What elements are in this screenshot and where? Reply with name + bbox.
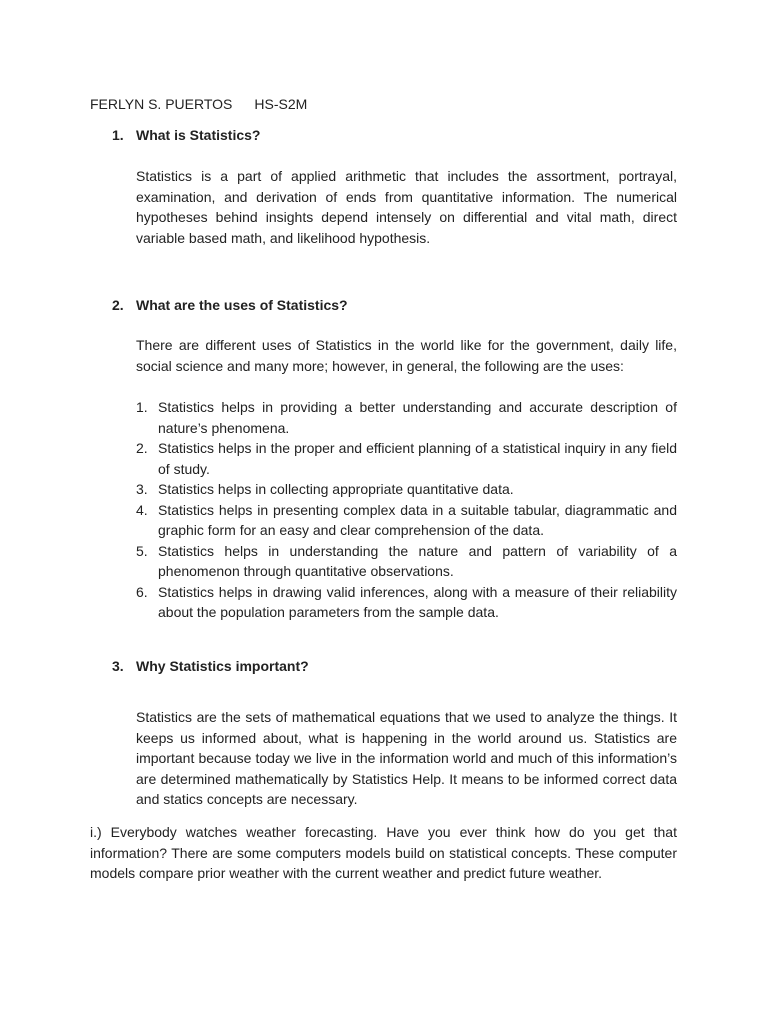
list-item-text: Statistics helps in presenting complex data in a suitable tabular, diagrammatic and graphic form for an easy and clear comprehension of the data.: [158, 501, 677, 538]
section-3-heading: [112, 656, 309, 676]
list-item: [136, 438, 677, 479]
list-item-text: Statistics helps in drawing valid inferences, along with a measure of their reliability about the population parameters from the sample data.: [158, 583, 677, 620]
list-item-number: 4.: [136, 501, 148, 518]
uses-list: [136, 397, 677, 623]
section-2-heading: [112, 295, 348, 315]
section-3-title: Why Statistics important?: [136, 658, 309, 674]
section-3-number: 3.: [112, 658, 124, 674]
list-item-number: 5.: [136, 542, 148, 559]
list-item-number: 1.: [136, 399, 148, 415]
list-item: [136, 582, 677, 623]
course-code: HS-S2M: [254, 96, 308, 112]
section-1-heading: [112, 125, 260, 145]
section-1-number: 1.: [112, 127, 124, 143]
list-item-text: Statistics helps in understanding the nature and pattern of variability of a phenomenon through quantitative observations.: [158, 542, 677, 579]
section-2-number: 2.: [112, 297, 124, 313]
list-item: [136, 541, 677, 582]
list-item-text: Statistics helps in providing a better understanding and accurate description of nature’s phenomena.: [158, 399, 677, 436]
author-name: FERLYN S. PUERTOS: [90, 96, 233, 112]
section-1-paragraph: Statistics is a part of applied arithmetic that includes the assortment, portrayal, examination, and derivation of ends from quantitative information. The numerical hypotheses behind insights depend intensely on differential and vital math, direct variable based math, and likelihood hypothesis.: [136, 168, 677, 246]
section-2-title: What are the uses of Statistics?: [136, 297, 348, 313]
example-paragraph: i.) Everybody watches weather forecasting. Have you ever think how do you get that information? There are some computers models build on statistical concepts. These computer models compare prior weather with the current weather and predict future weather.: [90, 824, 677, 881]
section-2-paragraph: There are different uses of Statistics in the world like for the government, daily life, social science and many more; however, in general, the following are the uses:: [136, 337, 677, 374]
section-3-paragraph: Statistics are the sets of mathematical equations that we used to analyze the things. It keeps us informed about, what is happening in the world around us. Statistics are important because today we live in the information world and much of this information’s are determined mathematically by Statistics Help. It means to be informed correct data and statics concepts are necessary.: [136, 709, 677, 807]
list-item: [136, 479, 677, 500]
list-item-text: Statistics helps in the proper and efficient planning of a statistical inquiry in any field of study.: [158, 440, 677, 477]
section-1-title: What is Statistics?: [136, 127, 261, 143]
list-item-number: 3.: [136, 481, 148, 497]
list-item: [136, 500, 677, 541]
list-item: [136, 397, 677, 438]
list-item-number: 2.: [136, 440, 148, 456]
document-header: [90, 94, 307, 114]
list-item-text: Statistics helps in collecting appropriate quantitative data.: [158, 481, 514, 497]
list-item-number: 6.: [136, 583, 148, 600]
